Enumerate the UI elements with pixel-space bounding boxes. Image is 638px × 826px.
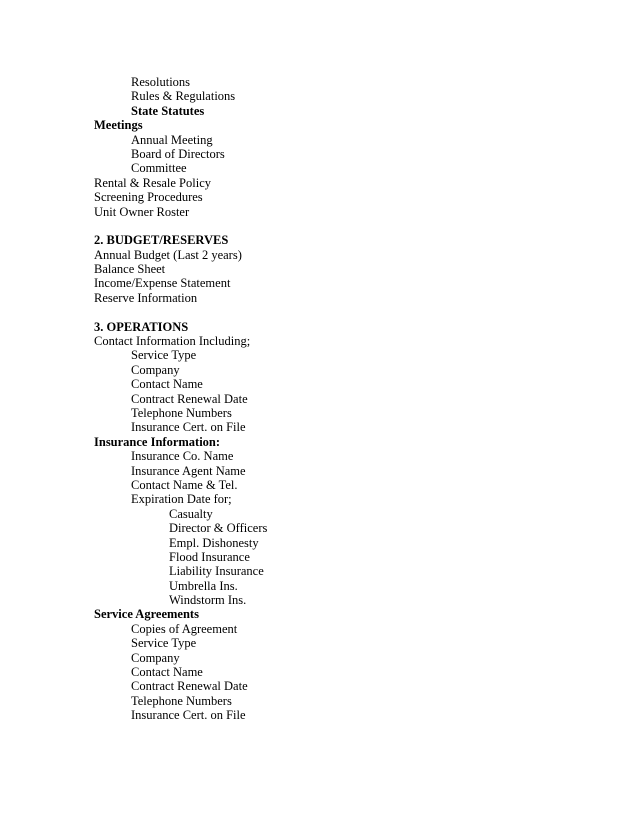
service-agreement-item: Contact Name	[131, 665, 203, 680]
expiration-item: Empl. Dishonesty	[169, 535, 259, 550]
contact-item: Contract Renewal Date	[131, 391, 248, 406]
service-agreement-item: Copies of Agreement	[131, 621, 238, 636]
insurance-item: Insurance Agent Name	[131, 463, 246, 478]
expiration-item: Liability Insurance	[169, 564, 264, 579]
budget-item: Balance Sheet	[94, 262, 166, 277]
expiration-item: Director & Officers	[169, 521, 268, 536]
state-statutes-item: State Statutes	[131, 103, 205, 118]
service-agreement-item: Service Type	[131, 636, 197, 651]
spacer	[94, 305, 614, 319]
unit-owner-roster: Unit Owner Roster	[94, 204, 190, 219]
service-agreement-item: Telephone Numbers	[131, 693, 232, 708]
rental-resale-policy: Rental & Resale Policy	[94, 175, 211, 190]
service-agreement-item: Contract Renewal Date	[131, 679, 248, 694]
meetings-item: Annual Meeting	[131, 132, 213, 147]
contact-item: Insurance Cert. on File	[131, 420, 246, 435]
operations-heading: 3. OPERATIONS	[94, 319, 189, 334]
service-agreement-item: Insurance Cert. on File	[131, 708, 246, 723]
expiration-item: Flood Insurance	[169, 549, 250, 564]
contact-item: Contact Name	[131, 377, 203, 392]
budget-item: Annual Budget (Last 2 years)	[94, 247, 242, 262]
expiration-date-label: Expiration Date for;	[131, 492, 232, 507]
expiration-item: Casualty	[169, 506, 213, 521]
insurance-item: Insurance Co. Name	[131, 449, 234, 464]
service-agreements-heading: Service Agreements	[94, 607, 199, 622]
budget-item: Income/Expense Statement	[94, 276, 231, 291]
spacer	[94, 219, 614, 233]
contact-info-intro: Contact Information Including;	[94, 334, 251, 349]
contact-item: Telephone Numbers	[131, 405, 232, 420]
budget-item: Reserve Information	[94, 290, 198, 305]
contact-item: Service Type	[131, 348, 197, 363]
meetings-item: Committee	[131, 161, 187, 176]
meetings-item: Board of Directors	[131, 146, 225, 161]
contact-item: Company	[131, 362, 180, 377]
screening-procedures: Screening Procedures	[94, 190, 203, 205]
rules-regulations-item: Rules & Regulations	[131, 89, 236, 104]
meetings-heading: Meetings	[94, 118, 143, 133]
expiration-item: Windstorm Ins.	[169, 593, 247, 608]
expiration-item: Umbrella Ins.	[169, 578, 238, 593]
insurance-heading: Insurance Information:	[94, 434, 221, 449]
document-page	[94, 75, 614, 723]
budget-reserves-heading: 2. BUDGET/RESERVES	[94, 233, 229, 248]
insurance-item: Contact Name & Tel.	[131, 477, 238, 492]
service-agreement-item: Company	[131, 650, 180, 665]
resolutions-item: Resolutions	[131, 75, 191, 89]
